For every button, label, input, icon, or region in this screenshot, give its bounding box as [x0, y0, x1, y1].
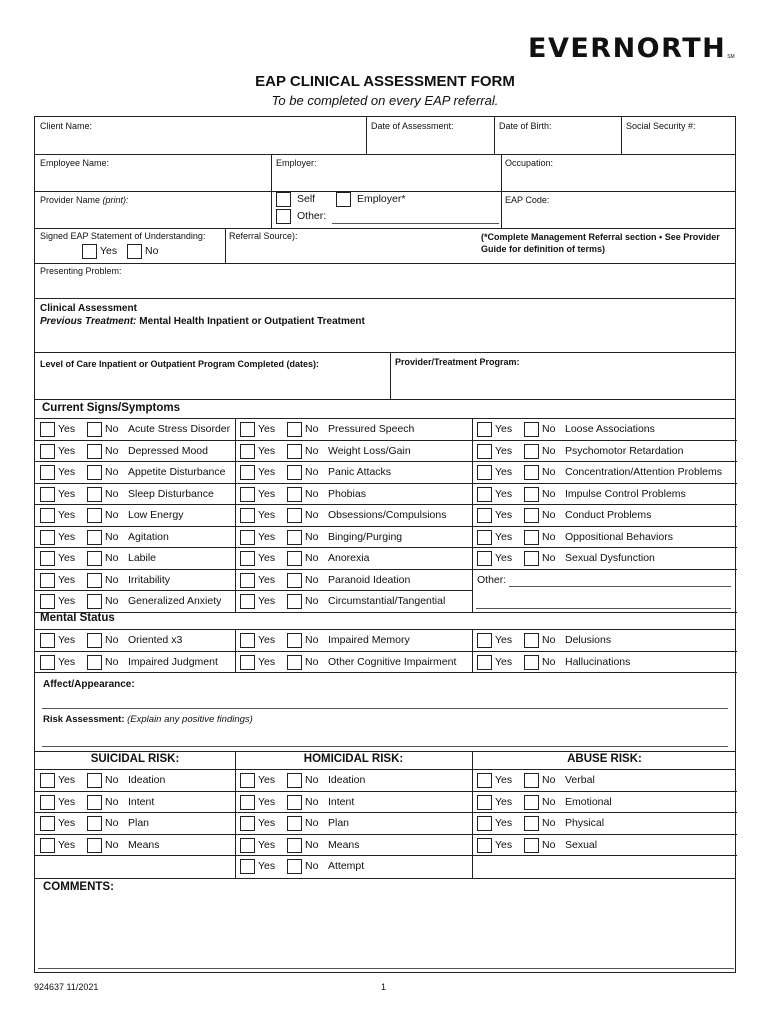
- mental-col3-0-label: Delusions: [565, 634, 612, 646]
- homicidal-risk-4-yes-label: Yes: [258, 860, 276, 872]
- abuse-risk-2-no-label: No: [542, 817, 556, 829]
- abuse-risk-0-label: Verbal: [565, 774, 595, 786]
- mental-col2-0-no-checkbox[interactable]: [287, 633, 302, 648]
- suicidal-risk-3-yes-label: Yes: [58, 839, 76, 851]
- sign-col2-3-yes-checkbox[interactable]: [240, 487, 255, 502]
- eap-code-label: EAP Code:: [505, 195, 550, 205]
- abuse-risk-1-no-label: No: [542, 796, 556, 808]
- brand-name: EVERNORTH: [528, 33, 727, 64]
- sign-col1-7-yes-checkbox[interactable]: [40, 573, 55, 588]
- sign-col2-3-label: Phobias: [328, 488, 366, 500]
- sign-col2-4-label: Obsessions/Compulsions: [328, 509, 447, 521]
- sign-col2-0-no-checkbox[interactable]: [287, 422, 302, 437]
- referral-source-label: Referral Source):: [229, 231, 298, 241]
- sign-col2-3-no-label: No: [305, 488, 319, 500]
- sign-col1-8-no-checkbox[interactable]: [87, 594, 102, 609]
- sign-col3-0-no-label: No: [542, 423, 556, 435]
- signed-no-label: No: [145, 245, 159, 257]
- sign-col2-3-yes-label: Yes: [258, 488, 276, 500]
- suicidal-risk-2-label: Plan: [128, 817, 150, 829]
- suicidal-risk-1-no-label: No: [105, 796, 119, 808]
- homicidal-risk-4-no-checkbox[interactable]: [287, 859, 302, 874]
- sign-col1-2-yes-label: Yes: [58, 466, 76, 478]
- other-referral-line[interactable]: [332, 223, 499, 224]
- sign-col1-3-no-label: No: [105, 488, 119, 500]
- abuse-risk-0-yes-label: Yes: [495, 774, 513, 786]
- sign-col3-3-yes-label: Yes: [495, 488, 513, 500]
- sign-col3-0-label: Loose Associations: [565, 423, 655, 435]
- sign-col1-4-no-label: No: [105, 509, 119, 521]
- suicidal-risk-3-yes-checkbox[interactable]: [40, 838, 55, 853]
- abuse-risk-2-yes-checkbox[interactable]: [477, 816, 492, 831]
- mental-col1-0-no-label: No: [105, 634, 119, 646]
- sign-col2-2-no-checkbox[interactable]: [287, 465, 302, 480]
- sign-col1-1-no-checkbox[interactable]: [87, 444, 102, 459]
- sign-col2-0-yes-label: Yes: [258, 423, 276, 435]
- homicidal-risk-4-no-label: No: [305, 860, 319, 872]
- clinical-assessment-heading: Clinical Assessment: [40, 303, 137, 314]
- mental-col1-1-yes-checkbox[interactable]: [40, 655, 55, 670]
- homicidal-risk-4-label: Attempt: [328, 860, 365, 872]
- sign-col1-3-no-checkbox[interactable]: [87, 487, 102, 502]
- current-signs-heading: Current Signs/Symptoms: [42, 402, 181, 414]
- mental-col1-1-no-checkbox[interactable]: [87, 655, 102, 670]
- homicidal-risk-3-no-checkbox[interactable]: [287, 838, 302, 853]
- abuse-risk-3-no-label: No: [542, 839, 556, 851]
- sign-col1-6-yes-label: Yes: [58, 552, 76, 564]
- sign-col2-5-yes-label: Yes: [258, 531, 276, 543]
- sign-col2-0-label: Pressured Speech: [328, 423, 415, 435]
- mental-col3-0-no-label: No: [542, 634, 556, 646]
- provider-name-label: Provider Name (print):: [40, 195, 129, 205]
- mental-col3-0-yes-label: Yes: [495, 634, 513, 646]
- sign-col2-2-no-label: No: [305, 466, 319, 478]
- mental-col2-0-yes-checkbox[interactable]: [240, 633, 255, 648]
- sign-col3-4-yes-label: Yes: [495, 509, 513, 521]
- sign-col1-5-yes-label: Yes: [58, 531, 76, 543]
- sign-col2-1-no-label: No: [305, 445, 319, 457]
- suicidal-risk-2-no-checkbox[interactable]: [87, 816, 102, 831]
- mental-col1-1-label: Impaired Judgment: [128, 656, 218, 668]
- employer-label: Employer:: [276, 158, 317, 168]
- sign-other-line[interactable]: [509, 586, 731, 587]
- sign-col2-8-no-checkbox[interactable]: [287, 594, 302, 609]
- sign-col1-0-yes-label: Yes: [58, 423, 76, 435]
- mental-col2-1-yes-checkbox[interactable]: [240, 655, 255, 670]
- homicidal-risk-0-no-label: No: [305, 774, 319, 786]
- abuse-risk-1-label: Emotional: [565, 796, 612, 808]
- sign-col1-1-yes-label: Yes: [58, 445, 76, 457]
- self-checkbox[interactable]: [276, 192, 291, 207]
- suicidal-risk-3-label: Means: [128, 839, 160, 851]
- sign-col2-6-yes-label: Yes: [258, 552, 276, 564]
- sign-col2-7-no-label: No: [305, 574, 319, 586]
- sign-col3-3-no-label: No: [542, 488, 556, 500]
- referral-note-line-2: Guide for definition of terms): [481, 244, 605, 254]
- homicidal-risk-1-no-checkbox[interactable]: [287, 795, 302, 810]
- mental-col1-0-label: Oriented x3: [128, 634, 183, 646]
- suicidal-risk-3-no-label: No: [105, 839, 119, 851]
- homicidal-risk-3-label: Means: [328, 839, 360, 851]
- sign-col2-4-no-label: No: [305, 509, 319, 521]
- sign-col1-5-label: Agitation: [128, 531, 169, 543]
- sign-col1-6-no-checkbox[interactable]: [87, 551, 102, 566]
- sign-col2-7-label: Paranoid Ideation: [328, 574, 411, 586]
- sign-col1-5-no-label: No: [105, 531, 119, 543]
- sign-col3-2-label: Concentration/Attention Problems: [565, 466, 723, 478]
- sign-col2-2-yes-checkbox[interactable]: [240, 465, 255, 480]
- sign-col3-4-label: Conduct Problems: [565, 509, 652, 521]
- homicidal-risk-0-no-checkbox[interactable]: [287, 773, 302, 788]
- sign-col3-3-label: Impulse Control Problems: [565, 488, 686, 500]
- sign-col2-8-yes-label: Yes: [258, 595, 276, 607]
- mental-col1-0-yes-checkbox[interactable]: [40, 633, 55, 648]
- sign-col2-7-yes-checkbox[interactable]: [240, 573, 255, 588]
- sign-col3-5-label: Oppositional Behaviors: [565, 531, 673, 543]
- sign-col2-8-yes-checkbox[interactable]: [240, 594, 255, 609]
- other-referral-label: Other:: [297, 210, 327, 222]
- abuse-risk-heading: ABUSE RISK:: [567, 753, 642, 765]
- abuse-risk-2-no-checkbox[interactable]: [524, 816, 539, 831]
- other-referral-checkbox[interactable]: [276, 209, 291, 224]
- sign-col1-0-yes-checkbox[interactable]: [40, 422, 55, 437]
- sign-col3-6-label: Sexual Dysfunction: [565, 552, 655, 564]
- homicidal-risk-2-no-label: No: [305, 817, 319, 829]
- sign-col2-6-no-checkbox[interactable]: [287, 551, 302, 566]
- presenting-problem-label: Presenting Problem:: [40, 266, 122, 276]
- sign-col1-4-yes-label: Yes: [58, 509, 76, 521]
- abuse-risk-0-no-checkbox[interactable]: [524, 773, 539, 788]
- sign-col2-4-yes-checkbox[interactable]: [240, 508, 255, 523]
- client-name-label: Client Name:: [40, 121, 93, 131]
- sign-col1-8-yes-label: Yes: [58, 595, 76, 607]
- mental-col2-0-label: Impaired Memory: [328, 634, 410, 646]
- sign-col3-1-no-label: No: [542, 445, 556, 457]
- homicidal-risk-0-yes-label: Yes: [258, 774, 276, 786]
- sign-col2-5-label: Binging/Purging: [328, 531, 403, 543]
- sign-col3-1-yes-checkbox[interactable]: [477, 444, 492, 459]
- assessment-form: [34, 116, 736, 973]
- level-of-care-label: Level of Care Inpatient or Outpatient Program Completed (dates):: [40, 359, 320, 369]
- referral-note-line-1: (*Complete Management Referral section • See Provider: [481, 232, 720, 242]
- homicidal-risk-1-label: Intent: [328, 796, 355, 808]
- sign-col1-2-no-checkbox[interactable]: [87, 465, 102, 480]
- suicidal-risk-2-yes-label: Yes: [58, 817, 76, 829]
- comments-line[interactable]: [38, 968, 734, 969]
- abuse-risk-1-yes-label: Yes: [495, 796, 513, 808]
- sign-col2-1-yes-label: Yes: [258, 445, 276, 457]
- sign-col1-8-yes-checkbox[interactable]: [40, 594, 55, 609]
- abuse-risk-1-yes-checkbox[interactable]: [477, 795, 492, 810]
- sign-col2-7-no-checkbox[interactable]: [287, 573, 302, 588]
- homicidal-risk-3-no-label: No: [305, 839, 319, 851]
- sign-col3-6-no-label: No: [542, 552, 556, 564]
- sign-col3-6-yes-checkbox[interactable]: [477, 551, 492, 566]
- abuse-risk-2-label: Physical: [565, 817, 605, 829]
- sign-col3-2-yes-checkbox[interactable]: [477, 465, 492, 480]
- abuse-risk-3-yes-label: Yes: [495, 839, 513, 851]
- risk-assessment-label: Risk Assessment: (Explain any positive findings): [43, 714, 253, 725]
- signed-no-checkbox[interactable]: [127, 244, 142, 259]
- sign-col1-2-yes-checkbox[interactable]: [40, 465, 55, 480]
- suicidal-risk-0-no-label: No: [105, 774, 119, 786]
- mental-col3-1-yes-checkbox[interactable]: [477, 655, 492, 670]
- mental-col2-0-yes-label: Yes: [258, 634, 276, 646]
- suicidal-risk-2-yes-checkbox[interactable]: [40, 816, 55, 831]
- ssn-label: Social Security #:: [626, 121, 696, 131]
- sign-col3-4-yes-checkbox[interactable]: [477, 508, 492, 523]
- signed-yes-label: Yes: [100, 245, 118, 257]
- sign-col3-0-yes-checkbox[interactable]: [477, 422, 492, 437]
- evernorth-logo: [528, 32, 735, 62]
- sign-col3-1-label: Psychomotor Retardation: [565, 445, 684, 457]
- sign-col3-3-no-checkbox[interactable]: [524, 487, 539, 502]
- sign-col2-0-yes-checkbox[interactable]: [240, 422, 255, 437]
- sign-col3-5-no-label: No: [542, 531, 556, 543]
- sign-col3-5-no-checkbox[interactable]: [524, 530, 539, 545]
- sign-col1-7-yes-label: Yes: [58, 574, 76, 586]
- risk-line[interactable]: [42, 746, 728, 747]
- homicidal-risk-2-yes-checkbox[interactable]: [240, 816, 255, 831]
- homicidal-risk-0-label: Ideation: [328, 774, 366, 786]
- sign-col3-3-yes-checkbox[interactable]: [477, 487, 492, 502]
- sign-col3-2-yes-label: Yes: [495, 466, 513, 478]
- suicidal-risk-0-yes-label: Yes: [58, 774, 76, 786]
- suicidal-risk-0-yes-checkbox[interactable]: [40, 773, 55, 788]
- sign-col2-1-yes-checkbox[interactable]: [240, 444, 255, 459]
- suicidal-risk-3-no-checkbox[interactable]: [87, 838, 102, 853]
- page-number: 1: [381, 982, 387, 992]
- suicidal-risk-heading: SUICIDAL RISK:: [90, 753, 180, 765]
- form-title: EAP CLINICAL ASSESSMENT FORM: [255, 73, 515, 90]
- abuse-risk-0-yes-checkbox[interactable]: [477, 773, 492, 788]
- sign-col3-1-no-checkbox[interactable]: [524, 444, 539, 459]
- sign-col1-8-label: Generalized Anxiety: [128, 595, 222, 607]
- suicidal-risk-1-yes-label: Yes: [58, 796, 76, 808]
- sign-col1-7-label: Irritability: [128, 574, 171, 586]
- suicidal-risk-1-no-checkbox[interactable]: [87, 795, 102, 810]
- form-subtitle: To be completed on every EAP referral.: [271, 93, 499, 108]
- sign-other-line-2[interactable]: [476, 608, 731, 609]
- homicidal-risk-0-yes-checkbox[interactable]: [240, 773, 255, 788]
- sign-col3-1-yes-label: Yes: [495, 445, 513, 457]
- sign-col1-5-no-checkbox[interactable]: [87, 530, 102, 545]
- mental-col2-1-label: Other Cognitive Impairment: [328, 656, 457, 668]
- employee-name-label: Employee Name:: [40, 158, 110, 168]
- abuse-risk-2-yes-label: Yes: [495, 817, 513, 829]
- previous-treatment-line: Previous Treatment: Mental Health Inpatient or Outpatient Treatment: [40, 316, 365, 327]
- signed-statement-label: Signed EAP Statement of Understanding:: [40, 231, 206, 241]
- sign-col2-6-no-label: No: [305, 552, 319, 564]
- sign-col1-1-no-label: No: [105, 445, 119, 457]
- signed-yes-checkbox[interactable]: [82, 244, 97, 259]
- suicidal-risk-1-label: Intent: [128, 796, 155, 808]
- sign-col1-7-no-label: No: [105, 574, 119, 586]
- sign-col3-2-no-label: No: [542, 466, 556, 478]
- sign-col3-4-no-label: No: [542, 509, 556, 521]
- sign-other-label: Other:: [477, 574, 507, 586]
- sign-col1-0-label: Acute Stress Disorder: [128, 423, 231, 435]
- sign-col1-0-no-checkbox[interactable]: [87, 422, 102, 437]
- sign-col2-6-yes-checkbox[interactable]: [240, 551, 255, 566]
- homicidal-risk-heading: HOMICIDAL RISK:: [303, 753, 404, 765]
- homicidal-risk-3-yes-checkbox[interactable]: [240, 838, 255, 853]
- homicidal-risk-2-label: Plan: [328, 817, 350, 829]
- homicidal-risk-4-yes-checkbox[interactable]: [240, 859, 255, 874]
- abuse-risk-1-no-checkbox[interactable]: [524, 795, 539, 810]
- service-mark: SM: [727, 54, 735, 60]
- affect-appearance-label: Affect/Appearance:: [43, 679, 135, 690]
- sign-col2-8-no-label: No: [305, 595, 319, 607]
- homicidal-risk-1-yes-label: Yes: [258, 796, 276, 808]
- sign-col3-5-yes-checkbox[interactable]: [477, 530, 492, 545]
- homicidal-risk-2-no-checkbox[interactable]: [287, 816, 302, 831]
- suicidal-risk-0-no-checkbox[interactable]: [87, 773, 102, 788]
- comments-heading: COMMENTS:: [43, 881, 114, 893]
- sign-col1-6-yes-checkbox[interactable]: [40, 551, 55, 566]
- suicidal-risk-2-no-label: No: [105, 817, 119, 829]
- abuse-risk-0-no-label: No: [542, 774, 556, 786]
- mental-col3-1-no-checkbox[interactable]: [524, 655, 539, 670]
- mental-col1-0-no-checkbox[interactable]: [87, 633, 102, 648]
- homicidal-risk-3-yes-label: Yes: [258, 839, 276, 851]
- sign-col2-0-no-label: No: [305, 423, 319, 435]
- sign-col2-1-label: Weight Loss/Gain: [328, 445, 411, 457]
- homicidal-risk-2-yes-label: Yes: [258, 817, 276, 829]
- mental-col3-1-yes-label: Yes: [495, 656, 513, 668]
- mental-col2-1-no-label: No: [305, 656, 319, 668]
- abuse-risk-3-yes-checkbox[interactable]: [477, 838, 492, 853]
- form-number: 924637 11/2021: [34, 982, 99, 992]
- employer-referral-label: Employer*: [357, 193, 406, 205]
- mental-col1-1-yes-label: Yes: [58, 656, 76, 668]
- sign-col2-5-yes-checkbox[interactable]: [240, 530, 255, 545]
- mental-col2-1-yes-label: Yes: [258, 656, 276, 668]
- abuse-risk-3-no-checkbox[interactable]: [524, 838, 539, 853]
- sign-col3-0-yes-label: Yes: [495, 423, 513, 435]
- mental-col2-0-no-label: No: [305, 634, 319, 646]
- sign-col1-2-label: Appetite Disturbance: [128, 466, 226, 478]
- sign-col3-4-no-checkbox[interactable]: [524, 508, 539, 523]
- mental-col3-0-no-checkbox[interactable]: [524, 633, 539, 648]
- mental-status-heading: Mental Status: [40, 612, 115, 624]
- mental-col3-1-no-label: No: [542, 656, 556, 668]
- sign-col1-4-no-checkbox[interactable]: [87, 508, 102, 523]
- sign-col1-3-yes-checkbox[interactable]: [40, 487, 55, 502]
- sign-col2-8-label: Circumstantial/Tangential: [328, 595, 446, 607]
- sign-col2-6-label: Anorexia: [328, 552, 370, 564]
- sign-col1-3-yes-label: Yes: [58, 488, 76, 500]
- mental-col3-0-yes-checkbox[interactable]: [477, 633, 492, 648]
- abuse-risk-3-label: Sexual: [565, 839, 598, 851]
- provider-program-label: Provider/Treatment Program:: [395, 357, 520, 367]
- sign-col1-8-no-label: No: [105, 595, 119, 607]
- sign-col2-1-no-checkbox[interactable]: [287, 444, 302, 459]
- sign-col1-1-label: Depressed Mood: [128, 445, 208, 457]
- sign-col1-6-label: Labile: [128, 552, 157, 564]
- sign-col1-7-no-checkbox[interactable]: [87, 573, 102, 588]
- sign-col2-7-yes-label: Yes: [258, 574, 276, 586]
- suicidal-risk-0-label: Ideation: [128, 774, 166, 786]
- sign-col2-2-label: Panic Attacks: [328, 466, 392, 478]
- sign-col3-6-no-checkbox[interactable]: [524, 551, 539, 566]
- sign-col2-5-no-label: No: [305, 531, 319, 543]
- sign-col2-4-no-checkbox[interactable]: [287, 508, 302, 523]
- sign-col2-4-yes-label: Yes: [258, 509, 276, 521]
- sign-col1-4-label: Low Energy: [128, 509, 184, 521]
- sign-col3-2-no-checkbox[interactable]: [524, 465, 539, 480]
- sign-col1-3-label: Sleep Disturbance: [128, 488, 214, 500]
- homicidal-risk-1-yes-checkbox[interactable]: [240, 795, 255, 810]
- mental-col1-1-no-label: No: [105, 656, 119, 668]
- mental-col1-0-yes-label: Yes: [58, 634, 76, 646]
- sign-col1-4-yes-checkbox[interactable]: [40, 508, 55, 523]
- sign-col2-2-yes-label: Yes: [258, 466, 276, 478]
- mental-col2-1-no-checkbox[interactable]: [287, 655, 302, 670]
- sign-col3-0-no-checkbox[interactable]: [524, 422, 539, 437]
- employer-referral-checkbox[interactable]: [336, 192, 351, 207]
- homicidal-risk-1-no-label: No: [305, 796, 319, 808]
- affect-line[interactable]: [42, 708, 728, 709]
- sign-col2-3-no-checkbox[interactable]: [287, 487, 302, 502]
- sign-col1-2-no-label: No: [105, 466, 119, 478]
- sign-col1-0-no-label: No: [105, 423, 119, 435]
- sign-col3-6-yes-label: Yes: [495, 552, 513, 564]
- sign-col2-5-no-checkbox[interactable]: [287, 530, 302, 545]
- occupation-label: Occupation:: [505, 158, 554, 168]
- self-label: Self: [297, 193, 316, 205]
- date-of-birth-label: Date of Birth:: [499, 121, 552, 131]
- sign-col1-6-no-label: No: [105, 552, 119, 564]
- mental-col3-1-label: Hallucinations: [565, 656, 631, 668]
- sign-col1-5-yes-checkbox[interactable]: [40, 530, 55, 545]
- date-of-assessment-label: Date of Assessment:: [371, 121, 454, 131]
- sign-col3-5-yes-label: Yes: [495, 531, 513, 543]
- sign-col1-1-yes-checkbox[interactable]: [40, 444, 55, 459]
- suicidal-risk-1-yes-checkbox[interactable]: [40, 795, 55, 810]
